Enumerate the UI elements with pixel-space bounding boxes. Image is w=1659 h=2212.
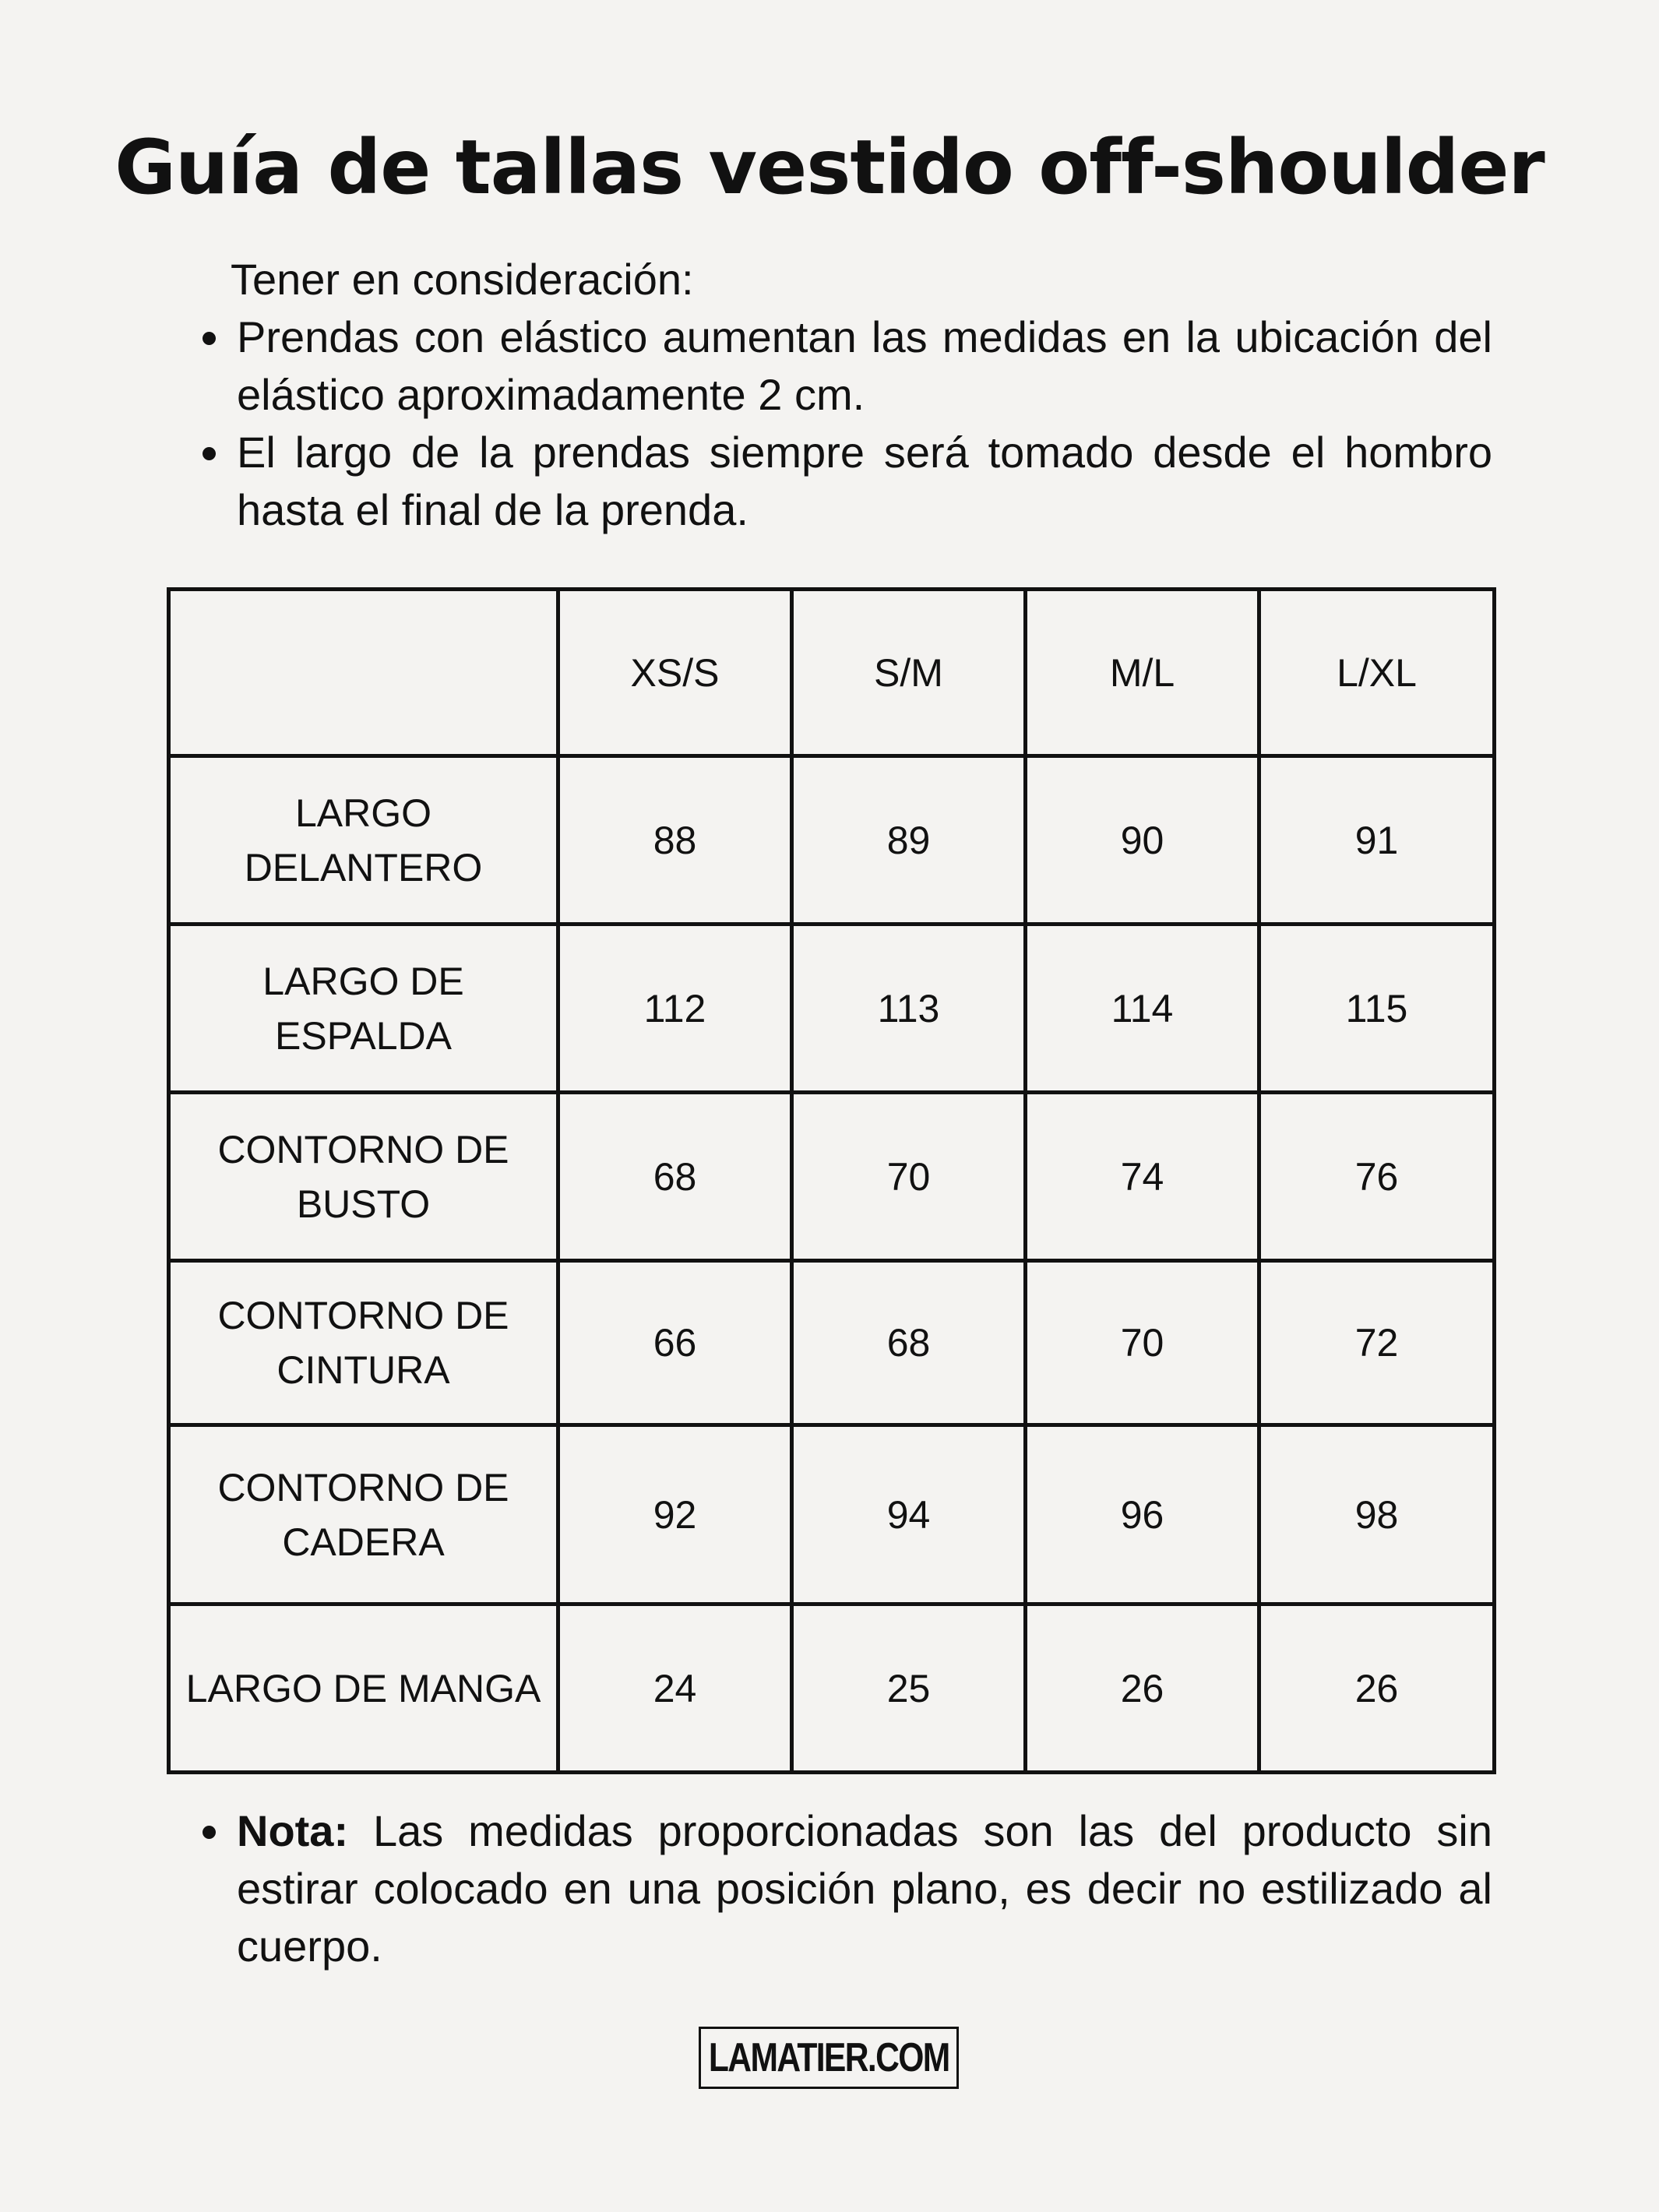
column-header: XS/S bbox=[558, 590, 792, 756]
note-list bbox=[195, 1802, 1492, 1975]
table-cell: 66 bbox=[558, 1261, 792, 1425]
table-cell: 112 bbox=[558, 925, 792, 1093]
list-item-text: Prendas con elástico aumentan las medidas en la ubicación del elástico aproximadamente 2 cm. bbox=[237, 312, 1492, 419]
brand-logo bbox=[699, 2027, 959, 2089]
bullet-icon bbox=[203, 332, 216, 345]
list-item bbox=[195, 308, 1492, 424]
table-row bbox=[169, 925, 1495, 1093]
table-cell: 74 bbox=[1026, 1093, 1259, 1261]
table-cell: 90 bbox=[1026, 756, 1259, 925]
corner-cell bbox=[169, 590, 558, 756]
table-cell: 26 bbox=[1026, 1604, 1259, 1773]
size-table bbox=[167, 587, 1496, 1774]
table-cell: 70 bbox=[1026, 1261, 1259, 1425]
column-header: L/XL bbox=[1259, 590, 1495, 756]
row-label: CONTORNO DE BUSTO bbox=[169, 1093, 558, 1261]
table-cell: 94 bbox=[792, 1425, 1026, 1604]
table-cell: 115 bbox=[1259, 925, 1495, 1093]
table-row bbox=[169, 1261, 1495, 1425]
table-row bbox=[169, 1604, 1495, 1773]
brand-text: LAMATIER.COM bbox=[708, 2035, 949, 2080]
table-header-row bbox=[169, 590, 1495, 756]
table-cell: 24 bbox=[558, 1604, 792, 1773]
note-item bbox=[195, 1802, 1492, 1975]
note-text: Las medidas proporcionadas son las del producto sin estirar colocado en una posición plano, es decir no estilizado al cuerpo. bbox=[237, 1806, 1492, 1971]
table-cell: 114 bbox=[1026, 925, 1259, 1093]
table-cell: 96 bbox=[1026, 1425, 1259, 1604]
list-item-text: El largo de la prendas siempre será tomado desde el hombro hasta el final de la prenda. bbox=[237, 428, 1492, 534]
column-header: S/M bbox=[792, 590, 1026, 756]
row-label: CONTORNO DE CADERA bbox=[169, 1425, 558, 1604]
table-cell: 91 bbox=[1259, 756, 1495, 925]
table-row bbox=[169, 1093, 1495, 1261]
table-cell: 113 bbox=[792, 925, 1026, 1093]
table-cell: 89 bbox=[792, 756, 1026, 925]
list-item bbox=[195, 424, 1492, 539]
intro-text: Tener en consideración: bbox=[231, 255, 694, 304]
bullet-icon bbox=[203, 1826, 216, 1839]
table-cell: 92 bbox=[558, 1425, 792, 1604]
note-label: Nota: bbox=[237, 1806, 349, 1855]
table-cell: 88 bbox=[558, 756, 792, 925]
row-label: LARGO DE ESPALDA bbox=[169, 925, 558, 1093]
page-title: Guía de tallas vestido off-shoulder bbox=[114, 124, 1545, 211]
consideration-list bbox=[195, 308, 1492, 539]
table-cell: 26 bbox=[1259, 1604, 1495, 1773]
table-cell: 68 bbox=[558, 1093, 792, 1261]
column-header: M/L bbox=[1026, 590, 1259, 756]
table-cell: 98 bbox=[1259, 1425, 1495, 1604]
bullet-icon bbox=[203, 447, 216, 460]
table-cell: 70 bbox=[792, 1093, 1026, 1261]
row-label: LARGO DELANTERO bbox=[169, 756, 558, 925]
table-cell: 76 bbox=[1259, 1093, 1495, 1261]
table-cell: 25 bbox=[792, 1604, 1026, 1773]
table-cell: 72 bbox=[1259, 1261, 1495, 1425]
row-label: CONTORNO DE CINTURA bbox=[169, 1261, 558, 1425]
table-row bbox=[169, 1425, 1495, 1604]
row-label: LARGO DE MANGA bbox=[169, 1604, 558, 1773]
table-row bbox=[169, 756, 1495, 925]
table-cell: 68 bbox=[792, 1261, 1026, 1425]
